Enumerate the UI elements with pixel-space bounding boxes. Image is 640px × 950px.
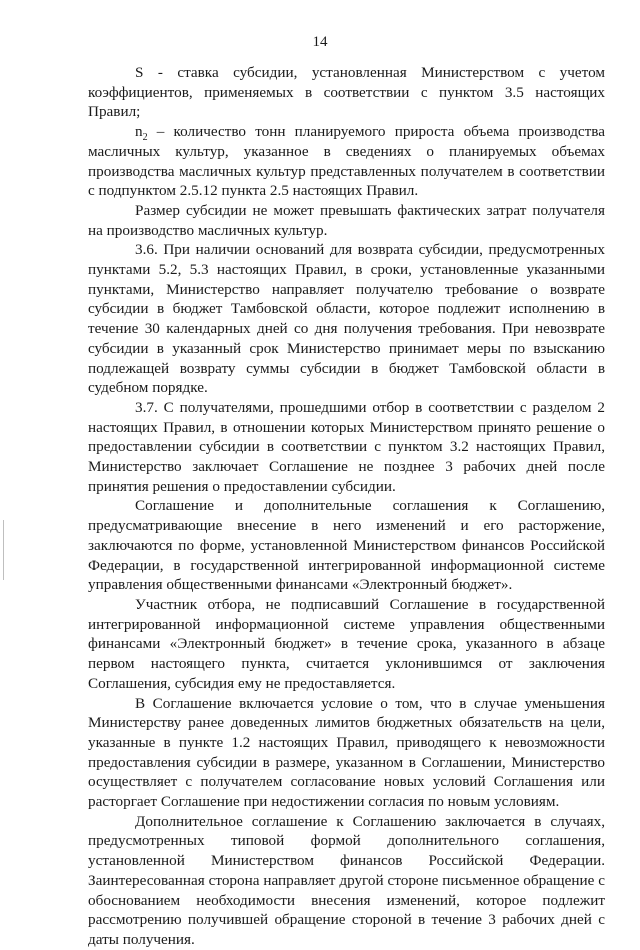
- paragraph-3-7: 3.7. С получателями, прошедшими отбор в соответствии с разделом 2 настоящих Правил, в отношении которых Министерством принято решение о предоставлении субсидии в соответствии с пунктом 3.2 настоящих Правил, Министерство заключает Соглашение не позднее 3 рабочих дней после принятия решения о предоставлении субсидии.: [88, 398, 605, 495]
- paragraph-additional-agreement: Дополнительное соглашение к Соглашению заключается в случаях, предусмотренных типовой формой дополнительного соглашения, установленной Министерством финансов Российской Федерации. Заинтересованная сторона направляет другой стороне письменное обращение с обоснованием необходимости внесения изменений, которое подлежит рассмотрению получившей обращение стороной в течение 3 рабочих дней с даты получения.: [88, 812, 605, 948]
- symbol-n: n: [135, 123, 143, 141]
- symbol-n-subscript: 2: [142, 132, 148, 144]
- paragraph-n2-definition: [88, 122, 605, 201]
- paragraph-n2-text: – количество тонн планируемого прироста объема производства масличных культур, указанное в сведениях о планируемых объемах производства масличных культур представленных получателем в соответствии с подпунктом 2.5.12 пункта 2.5 настоящих Правил.: [88, 123, 606, 200]
- paragraph-3-6: 3.6. При наличии оснований для возврата субсидии, предусмотренных пунктами 5.2, 5.3 настоящих Правил, в сроки, установленные указанными пунктами, Министерство направляет получателю требование о возврате субсидии в бюджет Тамбовской области, которое подлежит исполнению в течение 30 календарных дней со дня получения требования. При невозврате субсидии в указанный срок Министерство принимает меры по взысканию подлежащей возврату суммы субсидии в бюджет Тамбовской области в судебном порядке.: [88, 241, 605, 397]
- document-body: [88, 63, 605, 950]
- paragraph-limits-reduction: В Соглашение включается условие о том, что в случае уменьшения Министерству ранее доведенных лимитов бюджетных обязательств на цели, указанные в пункте 1.2 настоящих Правил, приводящего к невозможности предоставления субсидии в размере, указанном в Соглашении, Министерство осуществляет с получателем согласование новых условий Соглашения или расторгает Соглашение при недостижении согласия по новым условиям.: [88, 694, 605, 811]
- paragraph-rate-definition: S - ставка субсидии, установленная Министерством с учетом коэффициентов, применяемых в соответствии с пунктом 3.5 настоящих Правил;: [88, 64, 605, 121]
- paragraph-participant-evasion: Участник отбора, не подписавший Соглашение в государственной интегрированной информационной системе управления общественными финансами «Электронный бюджет» в течение срока, указанного в абзаце первом настоящего пункта, считается уклонившимся от заключения Соглашения, субсидия ему не предоставляется.: [88, 595, 605, 692]
- paragraph-subsidy-limit: Размер субсидии не может превышать фактических затрат получателя на производство масличных культур.: [88, 201, 605, 239]
- paragraph-agreement-form: Соглашение и дополнительные соглашения к Соглашению, предусматривающие внесение в него изменений и его расторжение, заключаются по форме, установленной Министерством финансов Российской Федерации, в государственной интегрированной информационной системе управления общественными финансами «Электронный бюджет».: [88, 497, 605, 594]
- scan-edge-mark: [3, 520, 4, 580]
- page-number: 14: [312, 34, 328, 50]
